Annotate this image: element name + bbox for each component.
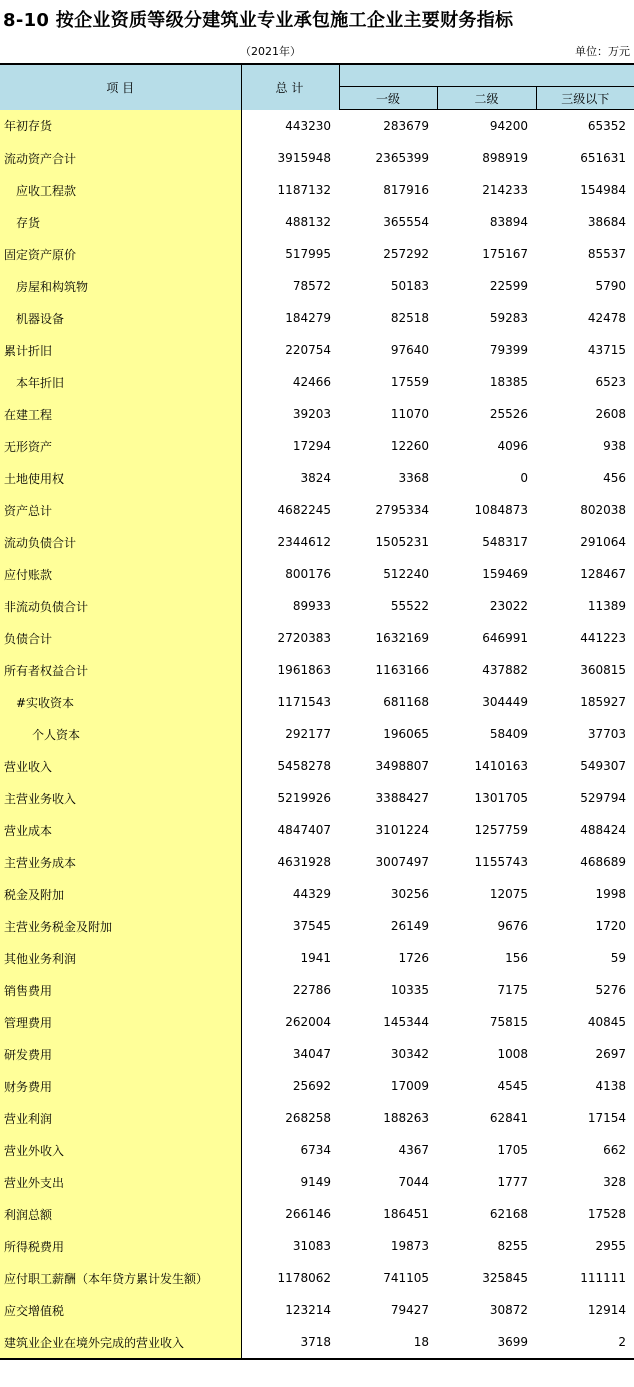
table-row: [0, 622, 634, 654]
table-row: [0, 718, 634, 750]
table-row: [0, 1294, 634, 1326]
table-row: [0, 206, 634, 238]
cell-grade1: 1632169: [375, 631, 429, 645]
cell-grade3: 938: [603, 439, 627, 453]
row-label: 财务费用: [0, 1070, 241, 1102]
row-label: 年初存货: [0, 110, 241, 143]
cell-grade1: 82518: [390, 311, 429, 325]
table-row: [0, 430, 634, 462]
page-title: 8-10 按企业资质等级分建筑业专业承包施工企业主要财务指标: [3, 10, 514, 31]
cell-total: 25692: [292, 1079, 331, 1093]
cell-grade1: 145344: [383, 1015, 429, 1029]
cell-grade3: 185927: [580, 695, 627, 709]
cell-total: 17294: [292, 439, 331, 453]
table-row: [0, 1102, 634, 1134]
row-label: 本年折旧: [0, 366, 241, 398]
cell-grade3: 5790: [595, 279, 627, 293]
cell-grade2: 23022: [489, 599, 528, 613]
header-total: 总 计: [241, 64, 339, 110]
table-row: [0, 238, 634, 270]
cell-grade2: 175167: [482, 247, 528, 261]
row-label: 累计折旧: [0, 334, 241, 366]
table-row: [0, 1198, 634, 1230]
cell-total: 5219926: [277, 791, 331, 805]
table-row: [0, 846, 634, 878]
cell-total: 2344612: [277, 535, 331, 549]
cell-grade1: 3388427: [375, 791, 429, 805]
cell-total: 78572: [292, 279, 331, 293]
cell-grade3: 42478: [587, 311, 627, 325]
table-row: [0, 302, 634, 334]
cell-grade3: 456: [603, 471, 627, 485]
table-row: [0, 462, 634, 494]
cell-grade2: 0: [520, 471, 528, 485]
cell-grade1: 17009: [390, 1079, 429, 1093]
row-label: 个人资本: [0, 718, 241, 750]
cell-total: 6734: [300, 1143, 331, 1157]
cell-grade3: 111111: [580, 1271, 627, 1285]
cell-grade3: 2955: [595, 1239, 627, 1253]
cell-grade1: 18: [339, 1326, 437, 1359]
cell-grade2: 1155743: [474, 855, 528, 869]
header-item: 项 目: [0, 64, 241, 110]
cell-grade2: 83894: [489, 215, 528, 229]
cell-grade1: 19873: [390, 1239, 429, 1253]
cell-grade3: 802038: [580, 503, 627, 517]
cell-grade2: 156: [505, 951, 528, 965]
cell-grade3: 662: [603, 1143, 627, 1157]
cell-grade3: 4138: [595, 1079, 627, 1093]
cell-grade2: 8255: [497, 1239, 528, 1253]
row-label: 销售费用: [0, 974, 241, 1006]
cell-total: 31083: [292, 1239, 331, 1253]
cell-grade3: 651631: [580, 151, 627, 165]
cell-total: 44329: [292, 887, 331, 901]
cell-grade2: 548317: [482, 535, 528, 549]
cell-total: 443230: [285, 118, 331, 133]
cell-grade1: 2795334: [375, 503, 429, 517]
cell-total: 89933: [292, 599, 331, 613]
table-row: [0, 1070, 634, 1102]
row-label: 流动负债合计: [0, 526, 241, 558]
header-grade1: 一级: [339, 87, 437, 110]
row-label: 管理费用: [0, 1006, 241, 1038]
cell-grade3: 5276: [595, 983, 627, 997]
cell-total: 3915948: [277, 151, 331, 165]
cell-grade2: 646991: [482, 631, 528, 645]
cell-grade1: 365554: [383, 215, 429, 229]
cell-grade1: 3101224: [375, 823, 429, 837]
cell-grade1: 4367: [398, 1143, 429, 1157]
cell-grade3: 12914: [587, 1303, 627, 1317]
row-label: 营业成本: [0, 814, 241, 846]
unit-label: 单位：万元: [575, 45, 630, 58]
cell-grade2: 94200: [489, 119, 528, 133]
cell-total: 39203: [292, 407, 331, 421]
row-label: 利润总额: [0, 1198, 241, 1230]
row-label: 应付职工薪酬（本年贷方累计发生额）: [0, 1262, 241, 1294]
table-row: [0, 1134, 634, 1166]
cell-grade2: 22599: [489, 279, 528, 293]
cell-total: 3718: [241, 1326, 339, 1359]
cell-grade3: 17528: [587, 1207, 627, 1221]
table-row: [0, 686, 634, 718]
cell-grade1: 1163166: [375, 663, 429, 677]
row-label: 研发费用: [0, 1038, 241, 1070]
table-row: [0, 878, 634, 910]
cell-grade2: 325845: [482, 1271, 528, 1285]
row-label: 负债合计: [0, 622, 241, 654]
cell-grade2: 7175: [497, 983, 528, 997]
table-row: [0, 654, 634, 686]
cell-total: 37545: [292, 919, 331, 933]
cell-total: 34047: [292, 1047, 331, 1061]
table-row: [0, 1166, 634, 1198]
cell-total: 123214: [285, 1303, 331, 1317]
cell-grade2: 62841: [489, 1111, 528, 1125]
cell-grade1: 55522: [390, 599, 429, 613]
row-label: 营业利润: [0, 1102, 241, 1134]
table-row: [0, 334, 634, 366]
cell-grade2: 1301705: [474, 791, 528, 805]
row-label: 其他业务利润: [0, 942, 241, 974]
cell-grade1: 188263: [383, 1111, 429, 1125]
cell-total: 800176: [285, 567, 331, 581]
cell-grade2: 79399: [489, 343, 528, 357]
cell-total: 3824: [300, 471, 331, 485]
cell-total: 268258: [285, 1111, 331, 1125]
cell-grade1: 186451: [383, 1207, 429, 1221]
cell-grade3: 468689: [580, 855, 627, 869]
row-label: 营业外收入: [0, 1134, 241, 1166]
cell-total: 266146: [285, 1207, 331, 1221]
cell-grade1: 196065: [383, 727, 429, 741]
cell-total: 184279: [285, 311, 331, 325]
table-body: [0, 110, 634, 1360]
cell-grade2: 4096: [497, 439, 528, 453]
cell-total: 1187132: [277, 183, 331, 197]
cell-grade2: 25526: [489, 407, 528, 421]
table-row: [0, 942, 634, 974]
cell-grade1: 817916: [383, 183, 429, 197]
cell-grade1: 3498807: [375, 759, 429, 773]
table-row: [0, 1326, 634, 1359]
cell-total: 1941: [300, 951, 331, 965]
cell-grade2: 1257759: [474, 823, 528, 837]
cell-grade1: 283679: [383, 119, 429, 133]
cell-grade1: 79427: [390, 1303, 429, 1317]
cell-grade3: 38684: [587, 215, 627, 229]
cell-grade2: 4545: [497, 1079, 528, 1093]
cell-grade3: 6523: [595, 375, 627, 389]
cell-grade2: 437882: [482, 663, 528, 677]
cell-grade2: 898919: [482, 151, 528, 165]
cell-grade2: 75815: [489, 1015, 528, 1029]
cell-grade3: 441223: [580, 631, 627, 645]
table-row: [0, 270, 634, 302]
cell-grade1: 1726: [398, 951, 429, 965]
year-label: （2021年）: [240, 45, 301, 58]
cell-total: 22786: [292, 983, 331, 997]
table-row: [0, 494, 634, 526]
cell-grade3: 2: [536, 1326, 634, 1359]
cell-grade1: 11070: [390, 407, 429, 421]
row-label: 应收工程款: [0, 174, 241, 206]
row-label: 土地使用权: [0, 462, 241, 494]
cell-grade3: 529794: [580, 791, 627, 805]
row-label: 流动资产合计: [0, 142, 241, 174]
cell-grade3: 2608: [595, 407, 627, 421]
cell-grade1: 17559: [390, 375, 429, 389]
cell-grade2: 18385: [489, 375, 528, 389]
cell-grade1: 97640: [390, 343, 429, 357]
table-row: [0, 526, 634, 558]
cell-grade3: 43715: [587, 343, 627, 357]
cell-grade2: 62168: [489, 1207, 528, 1221]
table-row: [0, 174, 634, 206]
cell-grade1: 10335: [390, 983, 429, 997]
cell-grade3: 65352: [587, 119, 627, 133]
cell-grade1: 512240: [383, 567, 429, 581]
cell-grade3: 291064: [580, 535, 627, 549]
cell-grade1: 681168: [383, 695, 429, 709]
row-label: 所得税费用: [0, 1230, 241, 1262]
table-row: [0, 590, 634, 622]
cell-grade2: 9676: [497, 919, 528, 933]
cell-grade1: 50183: [390, 279, 429, 293]
row-label: 税金及附加: [0, 878, 241, 910]
cell-total: 220754: [285, 343, 331, 357]
row-label: 资产总计: [0, 494, 241, 526]
table-row: [0, 1038, 634, 1070]
cell-grade1: 12260: [390, 439, 429, 453]
financial-table: [0, 63, 634, 1360]
cell-total: 517995: [285, 247, 331, 261]
row-label: 机器设备: [0, 302, 241, 334]
cell-grade2: 1008: [497, 1047, 528, 1061]
cell-grade2: 58409: [489, 727, 528, 741]
cell-grade2: 1410163: [474, 759, 528, 773]
cell-total: 4682245: [277, 503, 331, 517]
table-row: [0, 782, 634, 814]
cell-total: 2720383: [277, 631, 331, 645]
row-label: 非流动负债合计: [0, 590, 241, 622]
table-row: [0, 110, 634, 143]
cell-grade1: 3368: [398, 471, 429, 485]
cell-grade3: 40845: [587, 1015, 627, 1029]
cell-grade2: 3699: [437, 1326, 536, 1359]
table-row: [0, 814, 634, 846]
table-row: [0, 558, 634, 590]
row-label: 存货: [0, 206, 241, 238]
cell-grade2: 214233: [482, 183, 528, 197]
header-grade3: 三级以下: [536, 87, 634, 110]
cell-grade3: 360815: [580, 663, 627, 677]
cell-grade3: 1998: [595, 887, 627, 901]
row-label: 主营业务收入: [0, 782, 241, 814]
row-label: 在建工程: [0, 398, 241, 430]
table-row: [0, 1006, 634, 1038]
header-grade-group: [339, 64, 634, 87]
cell-grade2: 30872: [489, 1303, 528, 1317]
row-label: 无形资产: [0, 430, 241, 462]
table-row: [0, 142, 634, 174]
cell-grade3: 37703: [587, 727, 627, 741]
cell-grade2: 159469: [482, 567, 528, 581]
table-row: [0, 750, 634, 782]
row-label: 所有者权益合计: [0, 654, 241, 686]
table-row: [0, 398, 634, 430]
cell-grade3: 488424: [580, 823, 627, 837]
cell-grade3: 1720: [595, 919, 627, 933]
cell-grade3: 17154: [587, 1111, 627, 1125]
row-label: 主营业务税金及附加: [0, 910, 241, 942]
table-row: [0, 1230, 634, 1262]
cell-grade2: 1084873: [474, 503, 528, 517]
cell-total: 488132: [285, 215, 331, 229]
cell-total: 4847407: [277, 823, 331, 837]
cell-grade1: 741105: [383, 1271, 429, 1285]
cell-grade1: 30256: [390, 887, 429, 901]
cell-total: 42466: [292, 375, 331, 389]
cell-grade3: 328: [603, 1175, 627, 1189]
row-label: 应付账款: [0, 558, 241, 590]
cell-grade1: 257292: [383, 247, 429, 261]
cell-grade2: 304449: [482, 695, 528, 709]
row-label: #实收资本: [0, 686, 241, 718]
row-label: 营业外支出: [0, 1166, 241, 1198]
cell-grade3: 128467: [580, 567, 627, 581]
cell-grade1: 26149: [390, 919, 429, 933]
row-label: 应交增值税: [0, 1294, 241, 1326]
cell-grade3: 11389: [587, 599, 627, 613]
cell-grade1: 7044: [398, 1175, 429, 1189]
cell-grade1: 2365399: [375, 151, 429, 165]
row-label: 主营业务成本: [0, 846, 241, 878]
cell-grade2: 1705: [497, 1143, 528, 1157]
cell-total: 1178062: [277, 1271, 331, 1285]
table-row: [0, 974, 634, 1006]
cell-total: 1171543: [277, 695, 331, 709]
cell-total: 1961863: [277, 663, 331, 677]
row-label: 营业收入: [0, 750, 241, 782]
row-label: 房屋和构筑物: [0, 270, 241, 302]
cell-grade3: 85537: [587, 247, 627, 261]
cell-grade3: 549307: [580, 759, 627, 773]
row-label: 固定资产原价: [0, 238, 241, 270]
cell-grade1: 1505231: [375, 535, 429, 549]
cell-grade3: 154984: [580, 183, 627, 197]
cell-total: 5458278: [277, 759, 331, 773]
cell-total: 9149: [300, 1175, 331, 1189]
cell-grade2: 59283: [489, 311, 528, 325]
table-row: [0, 1262, 634, 1294]
cell-grade2: 12075: [489, 887, 528, 901]
table-row: [0, 366, 634, 398]
cell-grade1: 30342: [390, 1047, 429, 1061]
cell-grade1: 3007497: [375, 855, 429, 869]
cell-total: 262004: [285, 1015, 331, 1029]
cell-grade3: 59: [610, 951, 627, 965]
cell-grade3: 2697: [595, 1047, 627, 1061]
cell-total: 4631928: [277, 855, 331, 869]
cell-total: 292177: [285, 727, 331, 741]
header-grade2: 二级: [437, 87, 536, 110]
table-row: [0, 910, 634, 942]
cell-grade2: 1777: [497, 1175, 528, 1189]
row-label: 建筑业企业在境外完成的营业收入: [0, 1326, 241, 1359]
